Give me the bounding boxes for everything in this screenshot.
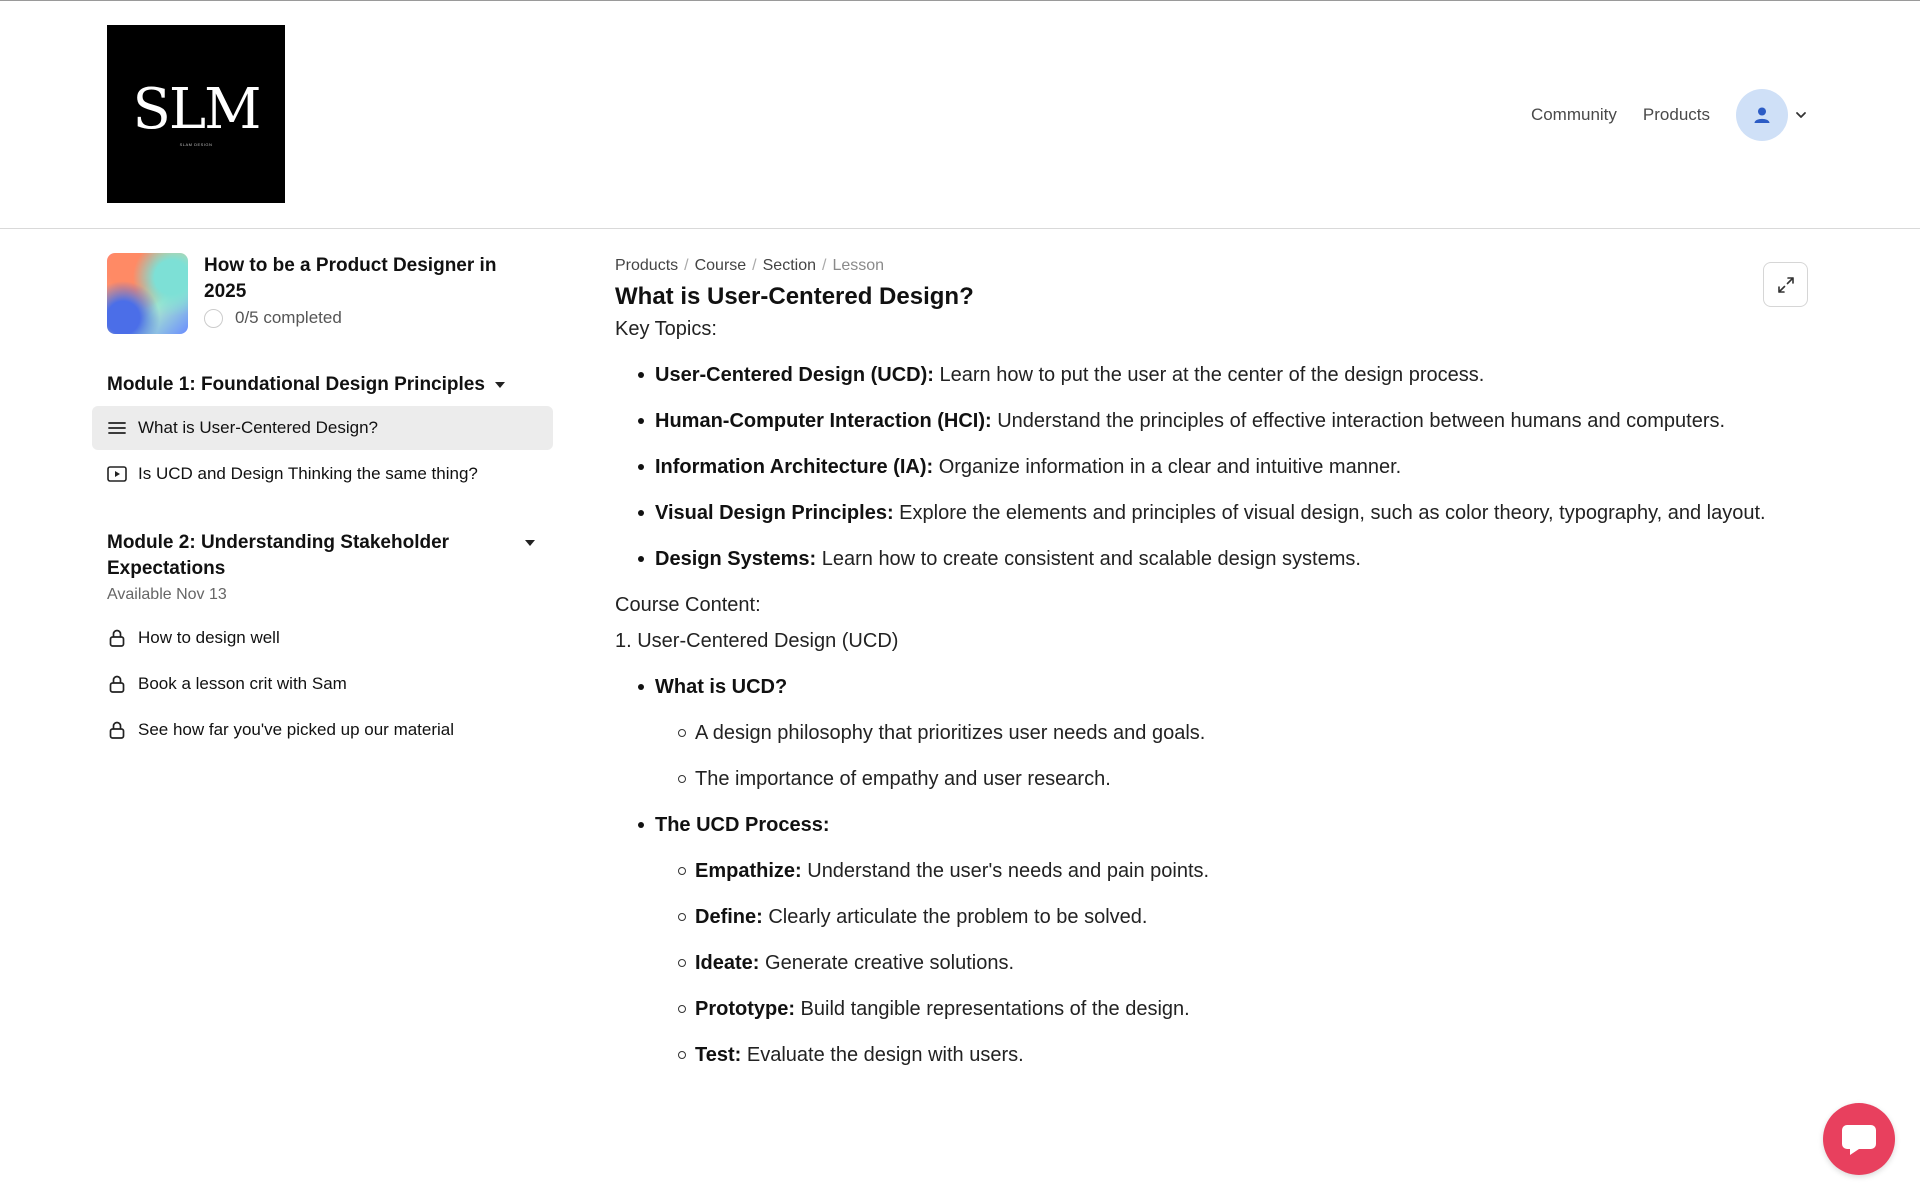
- list-item: What is UCD? A design philosophy that prioritizes user needs and goals. The importance of empathy and user research.: [615, 669, 1805, 797]
- lesson-item-locked[interactable]: [107, 616, 553, 660]
- list-item: User-Centered Design (UCD): Learn how to put the user at the center of the design process.: [615, 357, 1805, 393]
- nav-products-link[interactable]: Products: [1642, 105, 1710, 124]
- lesson-item-locked[interactable]: [107, 708, 553, 752]
- sub-list-item: Empathize: Understand the user's needs and pain points.: [615, 853, 1805, 889]
- breadcrumb-lesson: Lesson: [832, 257, 885, 274]
- sub-list-item: Define: Clearly articulate the problem to be solved.: [615, 899, 1805, 935]
- course-title: How to be a Product Designer in 2025: [204, 255, 497, 302]
- user-icon: [1753, 106, 1771, 124]
- module-1: [107, 372, 553, 496]
- module-1-title: Module 1: Foundational Design Principles: [107, 374, 485, 395]
- user-avatar[interactable]: [1736, 89, 1788, 141]
- list-item: Visual Design Principles: Explore the elements and principles of visual design, such as color theory, typography, and layout.: [615, 495, 1805, 531]
- list-item: Design Systems: Learn how to create consistent and scalable design systems.: [615, 541, 1805, 577]
- video-icon: [107, 464, 127, 484]
- module-1-header[interactable]: [107, 372, 553, 398]
- chat-button[interactable]: [1823, 1103, 1895, 1175]
- sub-list-item: The importance of empathy and user research.: [615, 761, 1805, 797]
- nav-community-link[interactable]: Community: [1530, 105, 1617, 124]
- course-sidebar: [107, 253, 553, 752]
- course-content-heading: Course Content:: [615, 594, 761, 616]
- lesson-item[interactable]: [107, 452, 553, 496]
- progress-text: 0/5 completed: [235, 308, 342, 327]
- breadcrumb: Products / Course / Section / Lesson: [615, 257, 885, 274]
- lesson-label: What is User-Centered Design?: [138, 418, 378, 437]
- lesson-label: How to design well: [138, 628, 280, 647]
- course-thumbnail: [107, 253, 188, 334]
- progress-ring-icon: [204, 309, 223, 328]
- key-topics-list: [615, 357, 1810, 577]
- ucd-list: [615, 669, 1810, 1073]
- chat-bubble-icon: [1839, 1119, 1879, 1159]
- breadcrumb-course[interactable]: Course: [694, 257, 747, 274]
- site-header: [0, 1, 1920, 229]
- list-item: The UCD Process: Empathize: Understand the user's needs and pain points. Define: Clearly articulate the problem to be solved. Ideate: Generate creative solutions. Prototype: Build tangible representations of the design. Test: Evaluate the design with users.: [615, 807, 1805, 1073]
- module-2-title: Module 2: Understanding Stakeholder Expectations: [107, 532, 450, 579]
- lesson-label: Is UCD and Design Thinking the same thing?: [138, 464, 478, 483]
- lesson-label: Book a lesson crit with Sam: [138, 674, 347, 693]
- breadcrumb-section[interactable]: Section: [762, 257, 816, 274]
- course-header: [107, 253, 553, 334]
- sub-list-item: A design philosophy that prioritizes user needs and goals.: [615, 715, 1805, 751]
- module-2-header[interactable]: [107, 530, 553, 582]
- lesson-item-locked[interactable]: [107, 662, 553, 706]
- list-item: Information Architecture (IA): Organize information in a clear and intuitive manner.: [615, 449, 1805, 485]
- lock-icon: [107, 720, 127, 740]
- logo-text: SLM: [132, 76, 260, 142]
- sub-list-item: Ideate: Generate creative solutions.: [615, 945, 1805, 981]
- section-heading: 1. User-Centered Design (UCD): [615, 630, 899, 652]
- top-nav: [1531, 89, 1808, 141]
- module-availability: Available Nov 13: [107, 586, 227, 603]
- lesson-body: [615, 311, 1810, 1073]
- lock-icon: [107, 674, 127, 694]
- brand-logo[interactable]: [107, 25, 285, 203]
- list-icon: [107, 418, 127, 438]
- list-item: Human-Computer Interaction (HCI): Understand the principles of effective interaction between humans and computers.: [615, 403, 1805, 439]
- sub-list-item: Prototype: Build tangible representations of the design.: [615, 991, 1805, 1027]
- chevron-down-icon[interactable]: [1794, 108, 1808, 122]
- lesson-title: What is User-Centered Design?: [615, 283, 974, 310]
- caret-down-icon: [495, 382, 505, 388]
- expand-icon: [1776, 275, 1796, 295]
- caret-down-icon: [525, 540, 535, 546]
- lock-icon: [107, 628, 127, 648]
- breadcrumb-products[interactable]: Products: [615, 257, 679, 274]
- lesson-label: See how far you've picked up our material: [138, 720, 455, 739]
- key-topics-heading: Key Topics:: [615, 318, 717, 340]
- logo-subtext: SLAM DESIGN: [179, 141, 213, 147]
- expand-button[interactable]: [1763, 262, 1808, 307]
- lesson-item-active[interactable]: [92, 406, 553, 450]
- module-2: [107, 530, 553, 752]
- lesson-content: [615, 257, 1810, 1083]
- sub-list-item: Test: Evaluate the design with users.: [615, 1037, 1805, 1073]
- course-progress: [204, 308, 524, 328]
